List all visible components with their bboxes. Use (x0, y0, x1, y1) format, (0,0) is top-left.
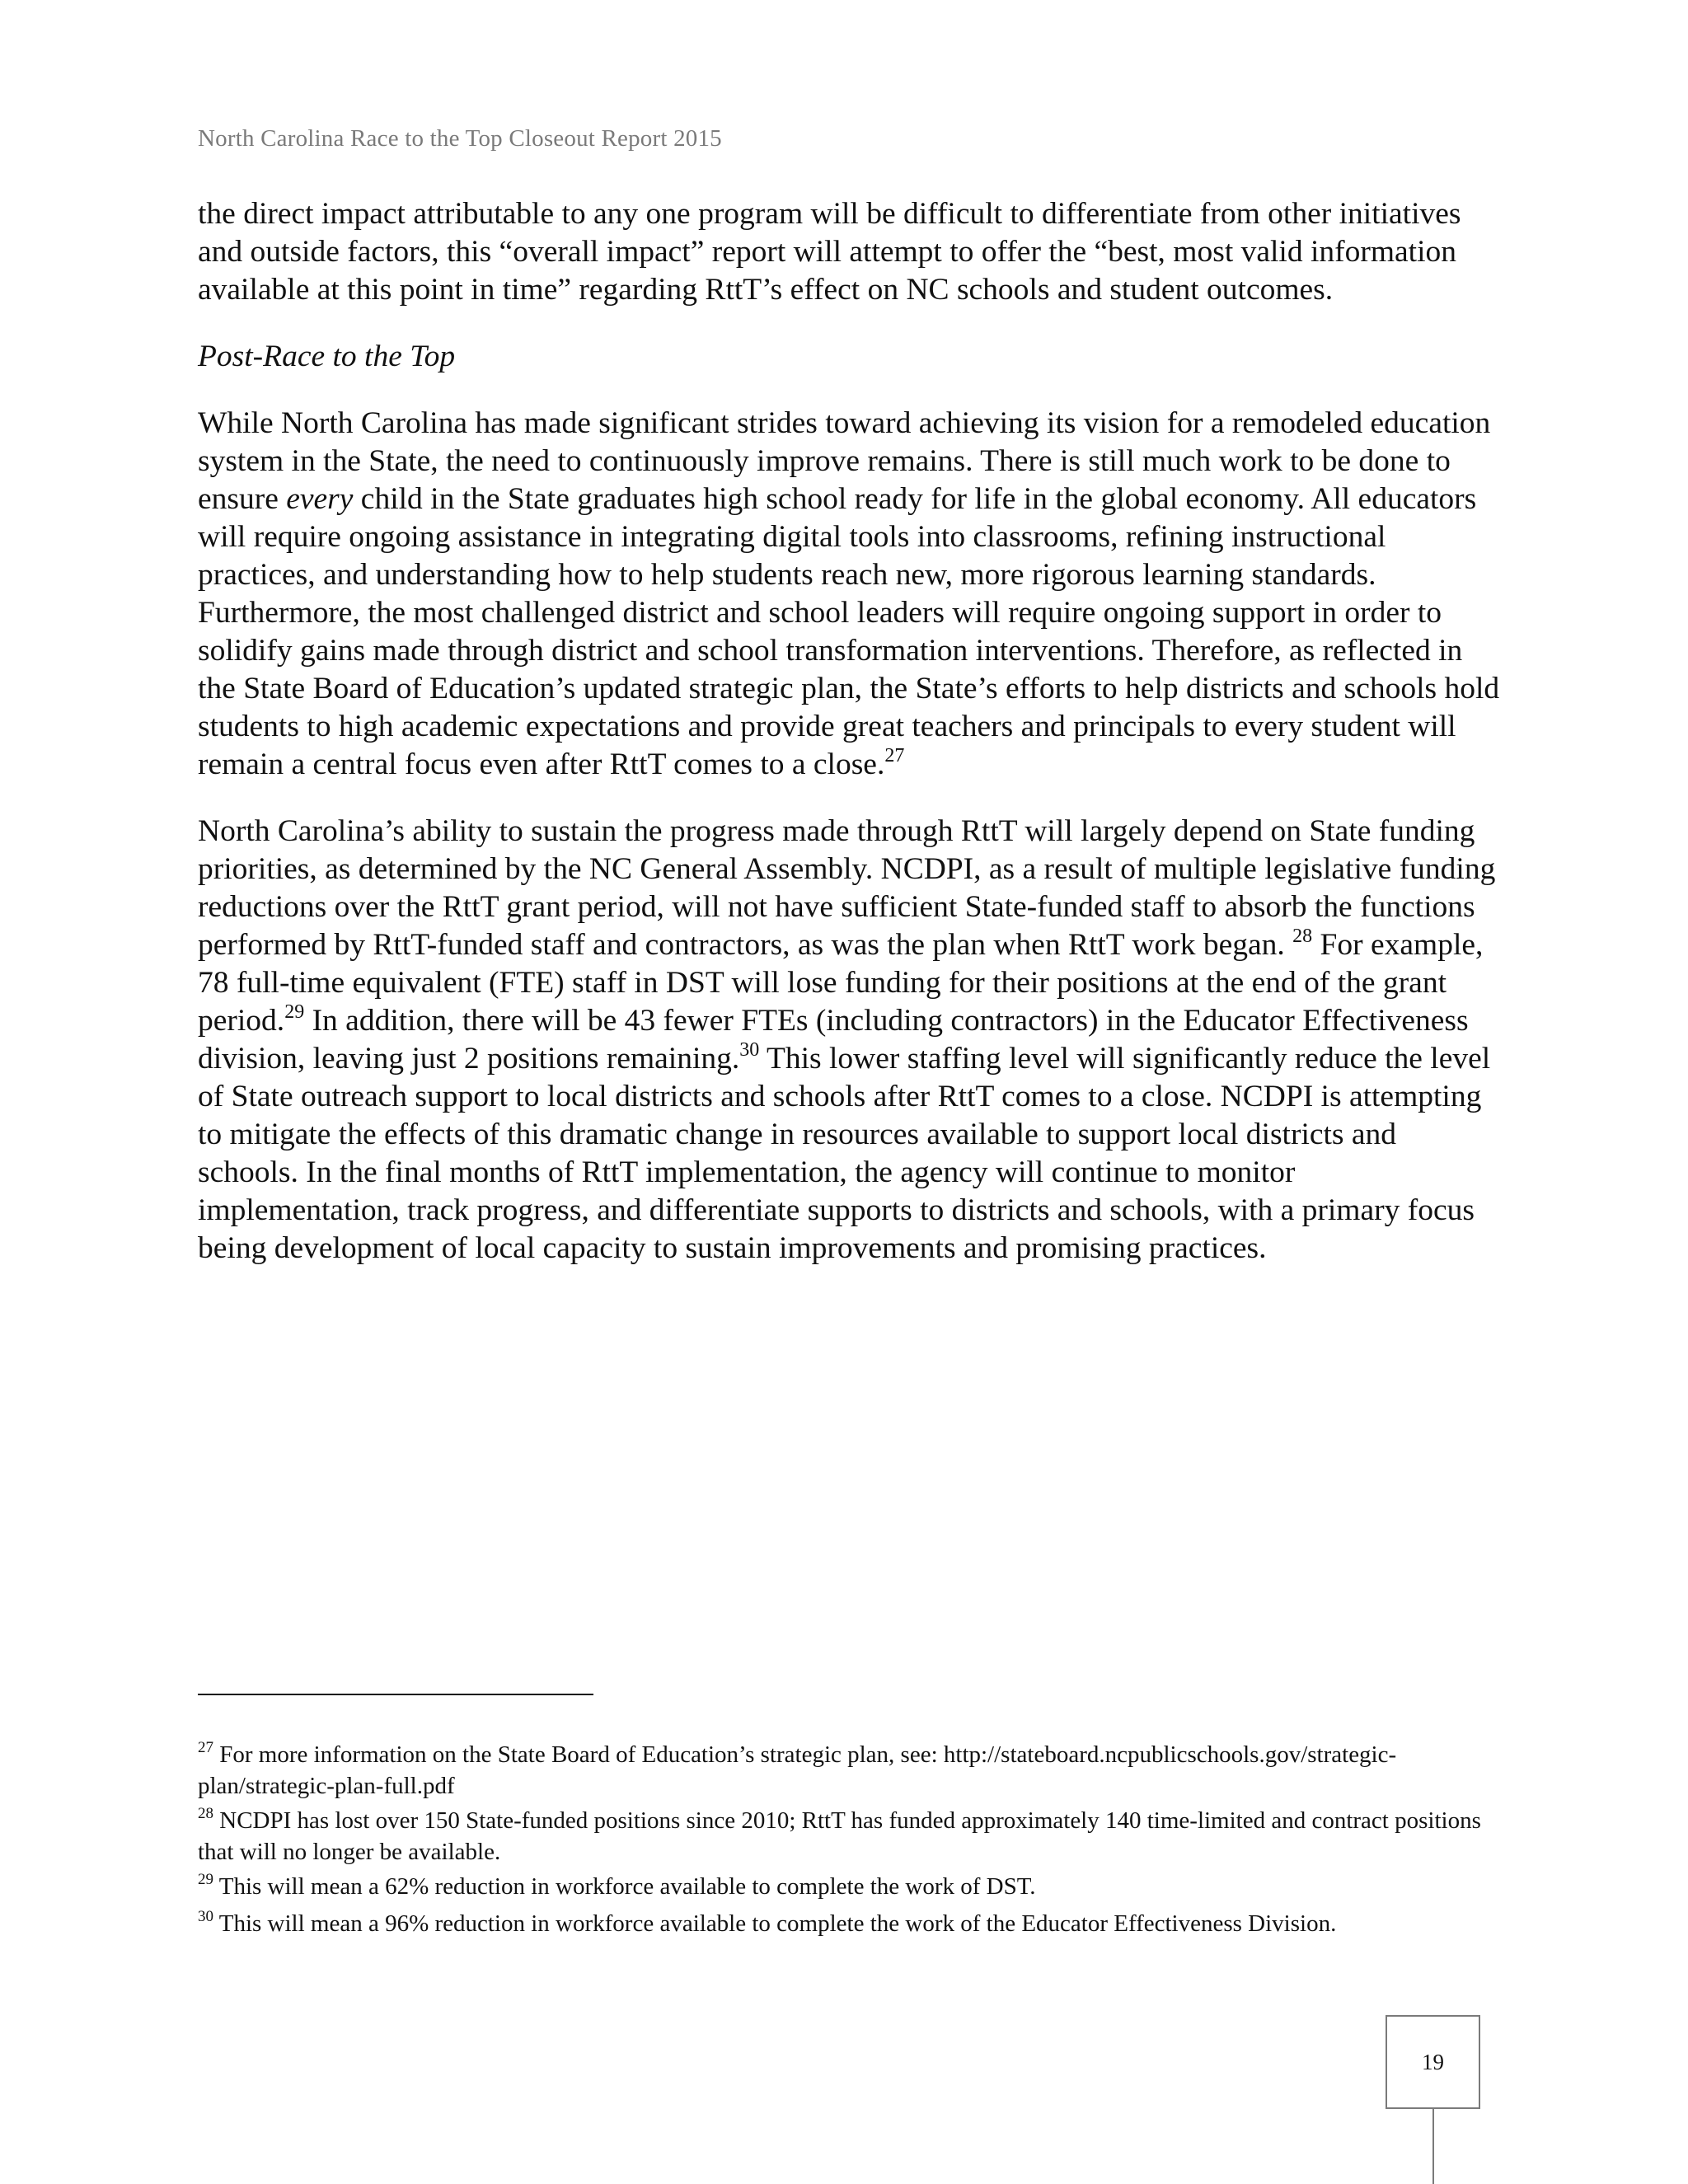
paragraph-text: While North Carolina has made significant strides toward achieving its vision for a remodeled education system in the State, the need to continuously improve remains. There is still much work to be done to ensure (198, 406, 1491, 516)
paragraph-text: North Carolina’s ability to sustain the progress made through RttT will largely depend on State funding priorities, as determined by the NC General Assembly. NCDPI, as a result of multiple legislative funding reductions over the RttT grant period, will not have sufficient State-funded staff to absorb the functions performed by RttT-funded staff and contractors, as was the plan when RttT work began. (198, 814, 1496, 962)
paragraph-intro: the direct impact attributable to any one program will be difficult to differentiate from other initiatives and outside factors, this “overall impact” report will attempt to offer the “best, most valid information available at this point in time” regarding RttT’s effect on NC schools and student outcomes. (198, 197, 1461, 307)
footnote-text: This will mean a 62% reduction in workforce available to complete the work of DST. (213, 1873, 1036, 1900)
footnote-27 (198, 1739, 1517, 1802)
paragraph-text: This lower staffing level will significantly reduce the level of State outreach support to local districts and schools after RttT comes to a close. NCDPI is attempting to mitigate the effects of this dramatic change in resources available to support local districts and schools. In the final months of RttT implementation, the agency will continue to monitor implementation, track progress, and differentiate supports to districts and schools, with a primary focus being development of local capacity to sustain improvements and promising practices. (198, 1042, 1491, 1265)
footnote-number: 28 (198, 1805, 213, 1822)
footnote-text: This will mean a 96% reduction in workforce available to complete the work of the Educator Effectiveness Division. (213, 1910, 1337, 1937)
paragraph-text: In addition, there will be 43 fewer FTEs (including contractors) in the Educator Effectiveness division, leaving just 2 positions remaining. (198, 1004, 1469, 1076)
footnote-ref-29[interactable]: 29 (284, 1001, 305, 1023)
paragraph-sustainability (198, 813, 1500, 1268)
footnote-30 (198, 1905, 1517, 1942)
footnote-ref-28[interactable]: 28 (1292, 926, 1313, 947)
page-number-box (1386, 2015, 1480, 2109)
footnote-text: For more information on the State Board of Education’s strategic plan, see: http://stateboard.ncpublicschools.gov/strategic-plan/strategic-plan-full.pdf (198, 1741, 1397, 1799)
running-header: North Carolina Race to the Top Closeout Report 2015 (198, 125, 722, 152)
footnotes (198, 1739, 1517, 1945)
paragraph-text: For example, 78 full-time equivalent (FTE) staff in DST will lose funding for their positions at the end of the grant period. (198, 928, 1484, 1038)
footnote-28 (198, 1805, 1517, 1868)
section-heading: Post-Race to the Top (198, 340, 456, 373)
footnote-ref-30[interactable]: 30 (739, 1039, 760, 1061)
emphasis-text: every (286, 482, 354, 516)
footnote-29 (198, 1871, 1517, 1902)
footnote-text: NCDPI has lost over 150 State-funded positions since 2010; RttT has funded approximately 140 time-limited and contract positions that will no longer be available. (198, 1807, 1481, 1865)
footnote-ref-27[interactable]: 27 (884, 745, 905, 766)
footnote-separator (198, 1694, 593, 1695)
page-number-connector-line (1432, 2109, 1434, 2184)
document-body (198, 195, 1500, 1296)
footnote-number: 27 (198, 1739, 213, 1756)
page-number: 19 (1422, 2049, 1444, 2074)
footnote-number: 29 (198, 1871, 213, 1888)
paragraph-post-rttt (198, 405, 1500, 784)
footnote-number: 30 (198, 1908, 213, 1925)
paragraph-text: child in the State graduates high school ready for life in the global economy. All educators will require ongoing assistance in integrating digital tools into classrooms, refining instructional practices, and understanding how to help students reach new, more rigorous learning standards. Furthermore, the most challenged district and school leaders will require ongoing support in order to solidify gains made through district and school transformation interventions. Therefore, as reflected in the State Board of Education’s updated strategic plan, the State’s efforts to help districts and schools hold students to high academic expectations and provide great teachers and principals to every student will remain a central focus even after RttT comes to a close. (198, 482, 1500, 781)
